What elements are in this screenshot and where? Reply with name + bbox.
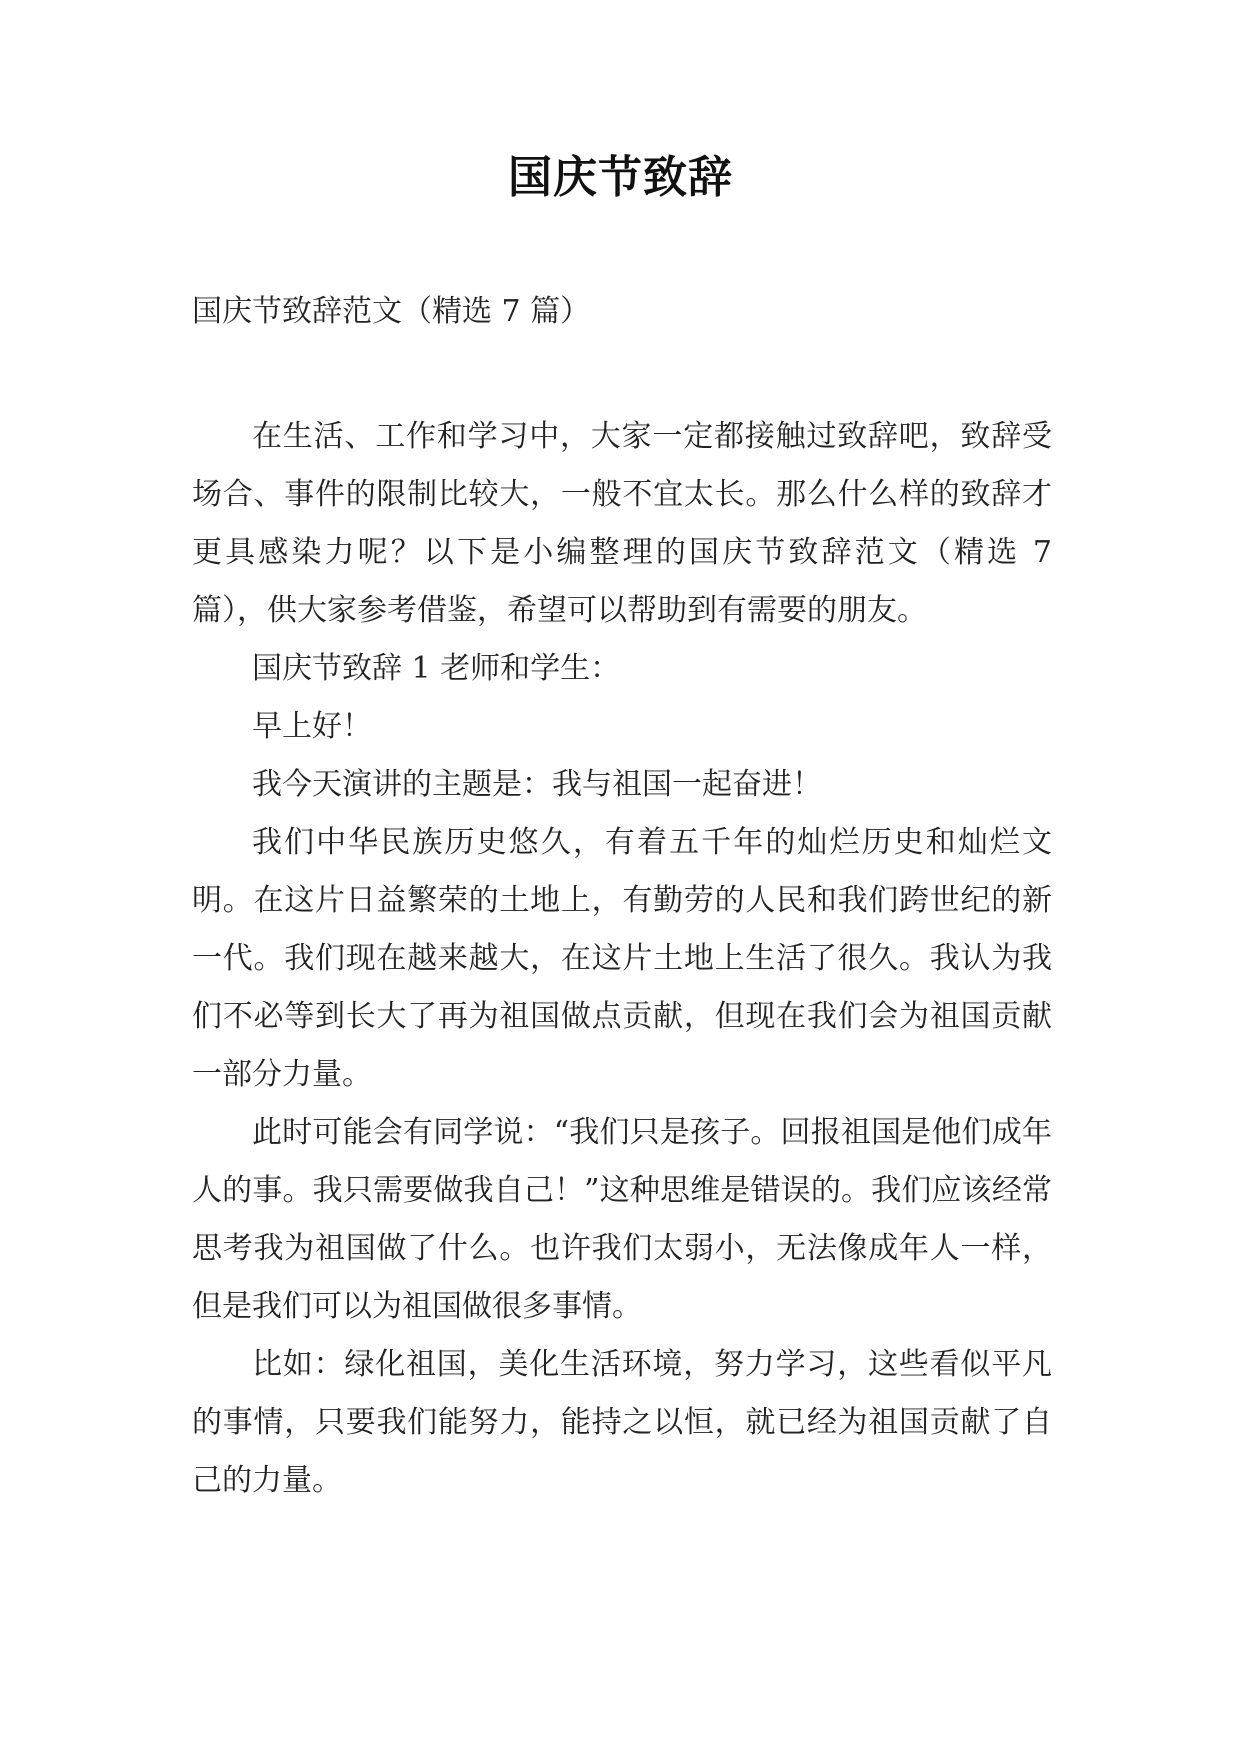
document-subtitle: 国庆节致辞范文（精选 7 篇） [192,294,591,329]
paragraph-example: 比如：绿化祖国，美化生活环境，努力学习，这些看似平凡的事情，只要我们能努力，能持之以恒，就已经为祖国贡献了自己的力量。 [192,1347,1052,1498]
paragraph-greeting: 早上好！ [252,709,372,744]
paragraph-theme: 我今天演讲的主题是：我与祖国一起奋进！ [252,767,822,802]
paragraph-history: 我们中华民族历史悠久，有着五千年的灿烂历史和灿烂文明。在这片日益繁荣的土地上，有勤劳的人民和我们跨世纪的新一代。我们现在越来越大，在这片土地上生活了很久。我认为我们不必等到长大了再为祖国做点贡献，但现在我们会为祖国贡献一部分力量。 [192,825,1052,1092]
document-title: 国庆节致辞 [508,152,733,203]
paragraph-salutation: 国庆节致辞 1 老师和学生： [252,651,621,686]
paragraph-intro: 在生活、工作和学习中，大家一定都接触过致辞吧，致辞受场合、事件的限制比较大，一般不宜太长。那么什么样的致辞才更具感染力呢？以下是小编整理的国庆节致辞范文（精选 7 篇），供大家参考借鉴，希望可以帮助到有需要的朋友。 [192,419,1052,628]
document-body [192,408,1052,1510]
paragraph-objection: 此时可能会有同学说：“我们只是孩子。回报祖国是他们成年人的事。我只需要做我自己！”这种思维是错误的。我们应该经常思考我为祖国做了什么。也许我们太弱小，无法像成年人一样，但是我们可以为祖国做很多事情。 [192,1115,1052,1324]
